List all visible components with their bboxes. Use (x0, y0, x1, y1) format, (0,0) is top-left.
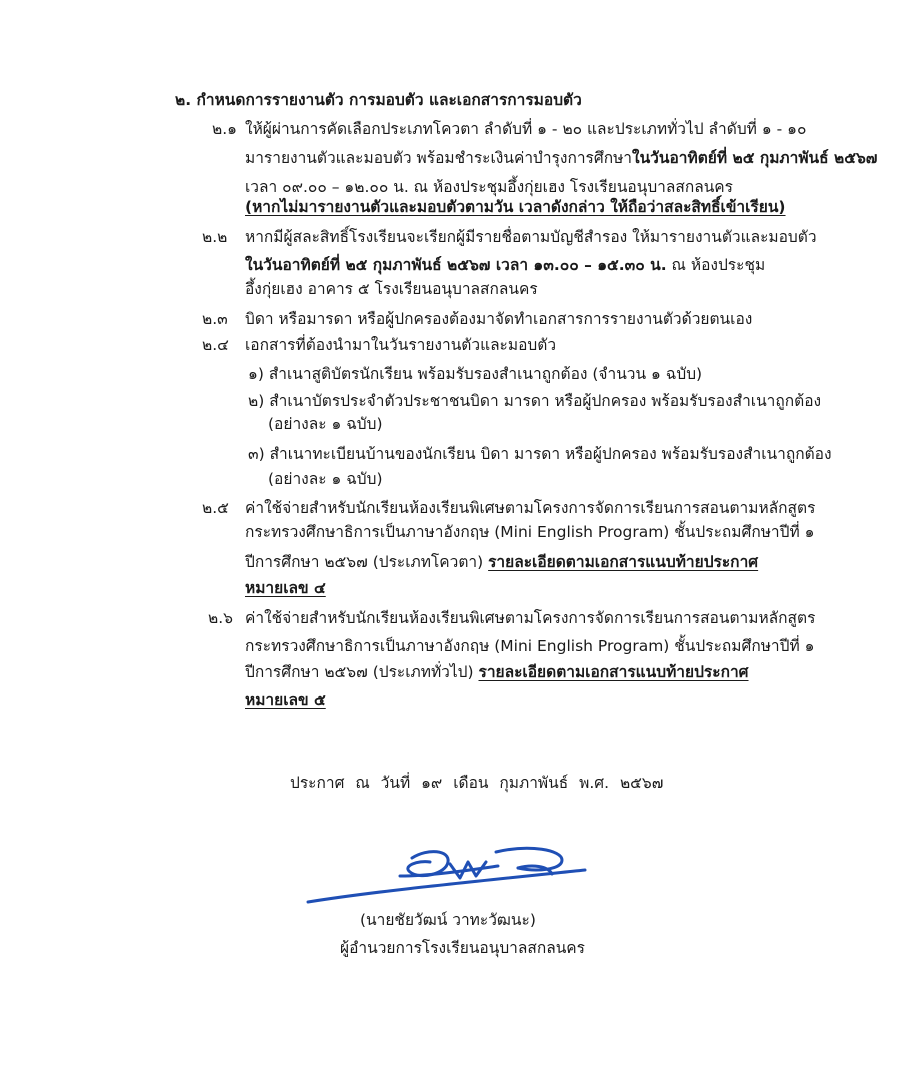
item-2-1-line2-text: มารายงานตัวและมอบตัว พร้อมชำระเงินค่าบำรุงการศึกษา (245, 149, 633, 167)
item-2-1-line2 (245, 146, 877, 170)
item-2-5-line3 (245, 550, 758, 574)
item-2-1-line1: ให้ผู้ผ่านการคัดเลือกประเภทโควตา ลำดับที่ ๑ - ๒๐ และประเภททั่วไป ลำดับที่ ๑ - ๑๐ (245, 120, 807, 138)
item-2-6-line1: ค่าใช้จ่ายสำหรับนักเรียนห้องเรียนพิเศษตามโครงการจัดการเรียนการสอนตามหลักสูตร (245, 609, 816, 627)
item-2-2-line3: อึ้งกุ่ยเฮง อาคาร ๕ โรงเรียนอนุบาลสกลนคร (245, 280, 538, 298)
item-2-5-line1: ค่าใช้จ่ายสำหรับนักเรียนห้องเรียนพิเศษตามโครงการจัดการเรียนการสอนตามหลักสูตร (245, 499, 816, 517)
signer-name: (นายชัยวัฒน์ วาทะวัฒนะ) (360, 911, 536, 929)
item-2-3-line1: บิดา หรือมารดา หรือผู้ปกครองต้องมาจัดทำเอกสารการรายงานตัวด้วยตนเอง (245, 310, 753, 328)
announcement-date: ประกาศ ณ วันที่ ๑๙ เดือน กุมภาพันธ์ พ.ศ. ๒๕๖๗ (290, 774, 664, 792)
item-2-1-date: ในวันอาทิตย์ที่ ๒๕ กุมภาพันธ์ ๒๕๖๗ (632, 149, 878, 167)
item-2-5-number: ๒.๕ (202, 499, 229, 517)
item-2-1-number: ๒.๑ (212, 120, 237, 138)
document-item-1: ๑) สำเนาสูติบัตรนักเรียน พร้อมรับรองสำเนาถูกต้อง (จำนวน ๑ ฉบับ) (248, 365, 703, 383)
document-item-3: ๓) สำเนาทะเบียนบ้านของนักเรียน บิดา มารดา หรือผู้ปกครอง พร้อมรับรองสำเนาถูกต้อง (248, 445, 832, 463)
document-item-2: ๒) สำเนาบัตรประจำตัวประชาชนบิดา มารดา หรือผู้ปกครอง พร้อมรับรองสำเนาถูกต้อง (248, 392, 822, 410)
item-2-2-number: ๒.๒ (202, 228, 228, 246)
item-2-6-line2: กระทรวงศึกษาธิการเป็นภาษาอังกฤษ (Mini English Program) ชั้นประถมศึกษาปีที่ ๑ (245, 637, 815, 655)
item-2-6-number: ๒.๖ (208, 609, 233, 627)
item-2-1-line3: เวลา ๐๙.๐๐ – ๑๒.๐๐ น. ณ ห้องประชุมอึ้งกุ่ยเฮง โรงเรียนอนุบาลสกลนคร (245, 178, 734, 196)
item-2-6-attachment-number: หมายเลข ๕ (245, 691, 326, 709)
item-2-1-warning: (หากไม่มารายงานตัวและมอบตัวตามวัน เวลาดังกล่าว ให้ถือว่าสละสิทธิ์เข้าเรียน) (245, 198, 786, 216)
item-2-5-year: ปีการศึกษา ๒๕๖๗ (ประเภทโควตา) (245, 553, 489, 571)
item-2-2-date: ในวันอาทิตย์ที่ ๒๕ กุมภาพันธ์ ๒๕๖๗ เวลา ๑๓.๐๐ – ๑๕.๓๐ น. (245, 256, 667, 274)
item-2-5-attachment-number: หมายเลข ๔ (245, 579, 326, 597)
section-heading: ๒. กำหนดการรายงานตัว การมอบตัว และเอกสารการมอบตัว (175, 91, 582, 109)
signature-image (300, 840, 590, 915)
signer-position: ผู้อำนวยการโรงเรียนอนุบาลสกลนคร (340, 939, 585, 957)
item-2-6-line3 (245, 660, 749, 684)
item-2-6-year: ปีการศึกษา ๒๕๖๗ (ประเภททั่วไป) (245, 663, 479, 681)
document-item-3-note: (อย่างละ ๑ ฉบับ) (268, 470, 383, 488)
item-2-4-line1: เอกสารที่ต้องนำมาในวันรายงานตัวและมอบตัว (245, 336, 557, 354)
item-2-5-attachment-ref: รายละเอียดตามเอกสารแนบท้ายประกาศ (488, 553, 759, 571)
document-item-2-note: (อย่างละ ๑ ฉบับ) (268, 415, 383, 433)
item-2-4-number: ๒.๔ (202, 336, 229, 354)
item-2-2-line1: หากมีผู้สละสิทธิ์โรงเรียนจะเรียกผู้มีรายชื่อตามบัญชีสำรอง ให้มารายงานตัวและมอบตัว (245, 228, 817, 246)
item-2-5-line2: กระทรวงศึกษาธิการเป็นภาษาอังกฤษ (Mini English Program) ชั้นประถมศึกษาปีที่ ๑ (245, 523, 815, 541)
item-2-6-attachment-ref: รายละเอียดตามเอกสารแนบท้ายประกาศ (478, 663, 749, 681)
item-2-2-line2 (245, 253, 765, 277)
item-2-2-place: ณ ห้องประชุม (666, 256, 766, 274)
item-2-3-number: ๒.๓ (202, 310, 228, 328)
